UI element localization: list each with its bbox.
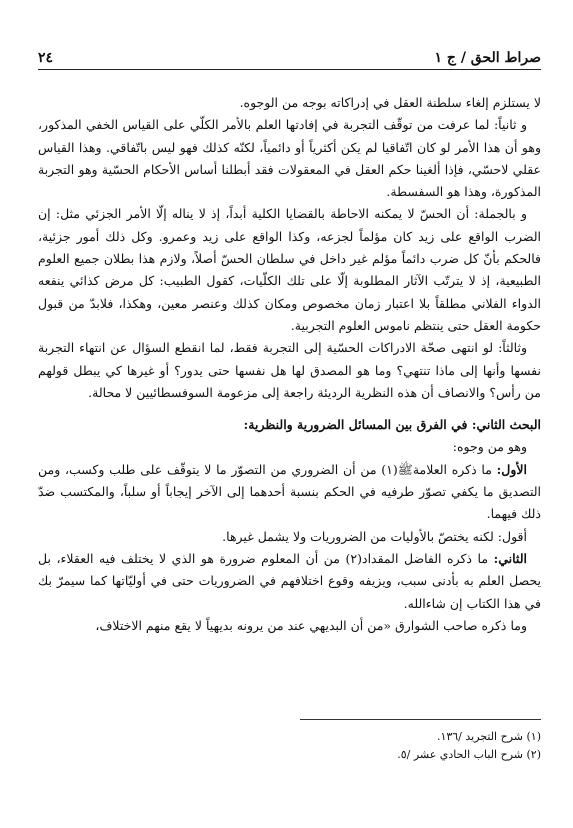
- paragraph: و بالجملة: أن الحسّ لا يمكنه الاحاطة بالقضايا الكلية أبداً، إذ لا يناله إلّا الأمر الجزئي مثل: إن الضرب الواقع على زيد كان مؤلماً لجزعه، وكذا الواقع على زيد وعمرو. وكل ذلك أمور جزئية، فالحكم بأنّ كل ضرب دائماً مؤلم غير داخل في سلطان الحسّ أصلاً، ولازم هذا بطلان جميع العلوم الطبيعية، إذ لا يترتّب الآثار المطلوبة إلّا على تلك الكلّيات، كقول الطبيب: كل مرض كذائي ينفعه الدواء الفلاني مطلقاً بلا اعتبار زمان مخصوص ومكان كذلك وعنصر معين، وهكذا، فلابدّ من قبول حكومة العقل حتى ينتظم ناموس العلوم التجربية.: [38, 206, 541, 333]
- page-header: [38, 40, 541, 66]
- second-item-text: ما ذكره الفاضل المقداد(٢) من أن المعلوم ضرورة هو الذي لا يختلف فيه العقلاء، بل يحصل العلم به بأدنى سبب، ويزيفه وقوع اختلافهم في الضروريات حتى في أوليّاتها كما سيمرّ بك في هذا الكتاب إن شاءالله.: [38, 550, 541, 611]
- footnote: (١) شرح التجريد /١٣٦.: [436, 730, 541, 743]
- footnote: (٢) شرح الباب الحادي عشر /٥.: [397, 748, 541, 761]
- section-intro: وهو من وجوه:: [452, 439, 527, 455]
- last-line: وما ذكره صاحب الشوارق «من أن البديهي عند من يرونه بديهياً لا يقع منهم الاختلاف،: [95, 617, 527, 633]
- main-text: [38, 92, 541, 637]
- running-title: صراط الحق / ج ١: [434, 50, 541, 66]
- page-number: ٢٤: [38, 50, 54, 66]
- first-item: [38, 459, 541, 526]
- second-item: [38, 548, 541, 615]
- paragraph: لا يستلزم إلغاء سلطنة العقل في إدراكاته بوجه من الوجوه.: [239, 95, 541, 110]
- remark: أقول: لكنه يختصّ بالأوليات من الضروريات ولا يشمل غيرها.: [222, 528, 527, 544]
- paragraph: وثالثاً: لو انتهى صحّة الادراكات الحسّية إلى التجربة فقط، لما انقطع السؤال عن انتهاء التجربة نفسها وأنها إلى ماذا تنتهي؟ وما هو المصدق لها هل نفسها حتى يدور؟ أو غيرها كي يبطل قولهم من رأس؟ والانصاف أن هذه النظرية الرديئة راجعة إلى مزعومة السوفسطائيين لا محالة.: [38, 340, 541, 400]
- paragraph: و ثانياً: لما عرفت من توقّف التجربة في إفادتها العلم بالأمر الكلّي على القياس الخفي المذكور، وهو أن هذا الأمر لو كان اتّفاقيا لم يكن أكثرياً أو دائمياً، لكنّه كذلك فهو ليس باتّفاقي. وهذا القياس عقلي لاحسّي، فإذا ألغينا حكم العقل في المعقولات فقد أبطلنا أساس الأحكام الحسّية وهو التجربة المذكورة، وهذا هو السفسطة.: [38, 117, 541, 200]
- footnote-rule: [300, 719, 541, 720]
- first-item-text: ما ذكره العلامةﷺ(١) من أن الضروري من التصوّر ما لا يتوقّف على طلب وكسب، ومن التصديق ما يكفي تصوّر طرفيه في الحكم بنسبة أحدهما إلى الآخر إيجاباً أو سلباً، والمكتسب ضدّ ذلك فيهما.: [38, 461, 541, 522]
- header-rule: [38, 69, 541, 70]
- second-item-label: الثاني:: [493, 550, 527, 566]
- footnotes: [38, 728, 541, 764]
- first-item-label: الأول:: [496, 461, 527, 477]
- section-heading: البحث الثاني: في الفرق بين المسائل الضرورية والنظرية:: [243, 417, 541, 433]
